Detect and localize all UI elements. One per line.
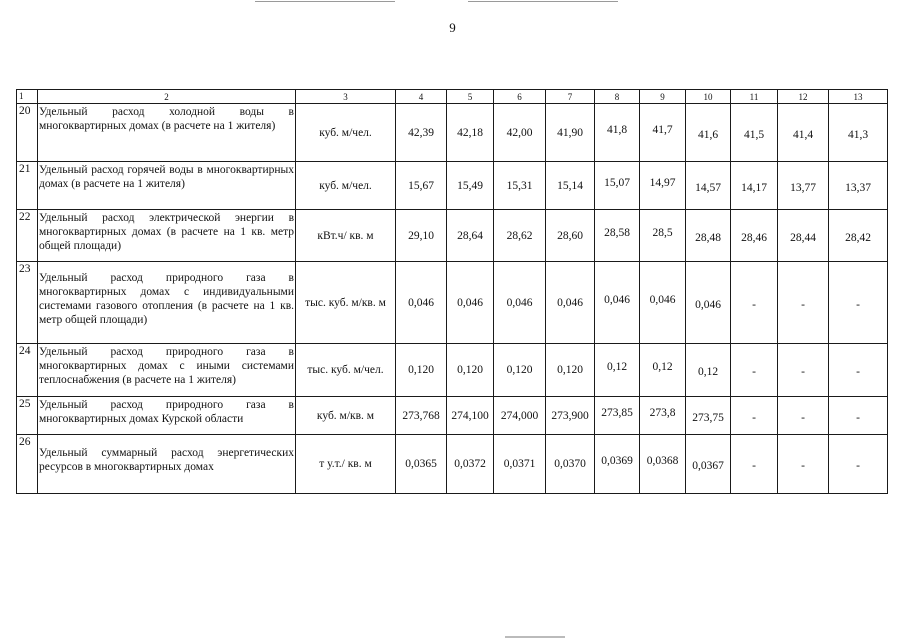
value-cell: 273,85 xyxy=(595,397,640,435)
value-cell: 41,4 xyxy=(778,104,829,162)
value-cell: 15,07 xyxy=(595,162,640,210)
unit-cell: куб. м/кв. м xyxy=(296,397,396,435)
header-cell: 3 xyxy=(296,90,396,104)
value-cell: 41,8 xyxy=(595,104,640,162)
value-cell: 29,10 xyxy=(396,210,447,262)
header-cell: 13 xyxy=(829,90,888,104)
value-cell: 28,46 xyxy=(731,210,778,262)
value-cell: 0,0367 xyxy=(686,435,731,494)
value-cell: 0,0370 xyxy=(546,435,595,494)
unit-cell: тыс. куб. м/кв. м xyxy=(296,262,396,344)
value-cell: 41,6 xyxy=(686,104,731,162)
value-cell: 15,67 xyxy=(396,162,447,210)
value-cell: 15,31 xyxy=(494,162,546,210)
value-cell: 42,00 xyxy=(494,104,546,162)
header-cell: 9 xyxy=(640,90,686,104)
value-cell: 28,64 xyxy=(447,210,494,262)
value-cell: 13,37 xyxy=(829,162,888,210)
value-cell: 28,62 xyxy=(494,210,546,262)
value-cell: 0,0371 xyxy=(494,435,546,494)
value-cell: 0,046 xyxy=(396,262,447,344)
value-cell: 0,046 xyxy=(640,262,686,344)
row-number: 25 xyxy=(17,397,38,435)
indicator-name: Удельный расход горячей воды в многоквартирных домах (в расчете на 1 жителя) xyxy=(38,162,296,210)
value-cell: 0,046 xyxy=(686,262,731,344)
row-number: 26 xyxy=(17,435,38,494)
value-cell: 0,046 xyxy=(595,262,640,344)
value-cell: - xyxy=(829,435,888,494)
value-cell: 0,120 xyxy=(447,344,494,397)
value-cell: - xyxy=(778,262,829,344)
value-cell: 28,5 xyxy=(640,210,686,262)
value-cell: 273,900 xyxy=(546,397,595,435)
value-cell: 0,12 xyxy=(595,344,640,397)
indicator-name: Удельный расход природного газа в многоквартирных домах с индивидуальными системами газового отопления (в расчете на 1 кв. метр общей площади) xyxy=(38,262,296,344)
value-cell: 274,100 xyxy=(447,397,494,435)
value-cell: 28,60 xyxy=(546,210,595,262)
table-row xyxy=(17,344,888,397)
table-row xyxy=(17,104,888,162)
value-cell: 0,120 xyxy=(494,344,546,397)
header-cell: 6 xyxy=(494,90,546,104)
table-row xyxy=(17,162,888,210)
value-cell: - xyxy=(778,397,829,435)
value-cell: 0,0365 xyxy=(396,435,447,494)
indicators-table xyxy=(16,89,888,494)
table-row xyxy=(17,435,888,494)
unit-cell: кВт.ч/ кв. м xyxy=(296,210,396,262)
value-cell: 28,44 xyxy=(778,210,829,262)
value-cell: 14,57 xyxy=(686,162,731,210)
value-cell: 41,5 xyxy=(731,104,778,162)
header-cell: 7 xyxy=(546,90,595,104)
value-cell: 14,97 xyxy=(640,162,686,210)
value-cell: 0,046 xyxy=(546,262,595,344)
table-row xyxy=(17,397,888,435)
value-cell: 42,39 xyxy=(396,104,447,162)
value-cell: 0,046 xyxy=(447,262,494,344)
value-cell: - xyxy=(731,262,778,344)
scan-artifact-bottom xyxy=(505,636,565,638)
value-cell: 41,3 xyxy=(829,104,888,162)
value-cell: - xyxy=(778,344,829,397)
value-cell: 28,48 xyxy=(686,210,731,262)
indicator-name: Удельный расход природного газа в многоквартирных домах с иными системами теплоснабжения (в расчете на 1 жителя) xyxy=(38,344,296,397)
value-cell: - xyxy=(731,435,778,494)
value-cell: - xyxy=(829,397,888,435)
value-cell: 273,8 xyxy=(640,397,686,435)
row-number: 21 xyxy=(17,162,38,210)
header-cell: 5 xyxy=(447,90,494,104)
unit-cell: куб. м/чел. xyxy=(296,104,396,162)
value-cell: 0,046 xyxy=(494,262,546,344)
unit-cell: тыс. куб. м/чел. xyxy=(296,344,396,397)
value-cell: 273,768 xyxy=(396,397,447,435)
scan-artifact-top xyxy=(255,1,395,2)
value-cell: 28,42 xyxy=(829,210,888,262)
value-cell: 0,12 xyxy=(640,344,686,397)
header-cell: 10 xyxy=(686,90,731,104)
value-cell: - xyxy=(829,262,888,344)
header-cell: 1 xyxy=(17,90,38,104)
value-cell: 42,18 xyxy=(447,104,494,162)
value-cell: 13,77 xyxy=(778,162,829,210)
table-header-row xyxy=(17,90,888,104)
value-cell: - xyxy=(778,435,829,494)
value-cell: - xyxy=(731,397,778,435)
header-cell: 11 xyxy=(731,90,778,104)
row-number: 20 xyxy=(17,104,38,162)
indicator-name: Удельный расход электрической энергии в многоквартирных домах (в расчете на 1 кв. метр общей площади) xyxy=(38,210,296,262)
value-cell: 274,000 xyxy=(494,397,546,435)
value-cell: 0,120 xyxy=(396,344,447,397)
header-cell: 4 xyxy=(396,90,447,104)
row-number: 24 xyxy=(17,344,38,397)
row-number: 22 xyxy=(17,210,38,262)
value-cell: 15,49 xyxy=(447,162,494,210)
value-cell: 0,0368 xyxy=(640,435,686,494)
value-cell: 28,58 xyxy=(595,210,640,262)
header-cell: 8 xyxy=(595,90,640,104)
value-cell: 0,120 xyxy=(546,344,595,397)
table-row xyxy=(17,262,888,344)
value-cell: 14,17 xyxy=(731,162,778,210)
indicator-name: Удельный расход холодной воды в многоквартирных домах (в расчете на 1 жителя) xyxy=(38,104,296,162)
indicator-name: Удельный расход природного газа в многоквартирных домах Курской области xyxy=(38,397,296,435)
value-cell: 0,0372 xyxy=(447,435,494,494)
value-cell: 41,7 xyxy=(640,104,686,162)
value-cell: 0,12 xyxy=(686,344,731,397)
value-cell: 273,75 xyxy=(686,397,731,435)
scan-artifact-top xyxy=(468,1,618,2)
header-cell: 12 xyxy=(778,90,829,104)
value-cell: 0,0369 xyxy=(595,435,640,494)
indicator-name: Удельный суммарный расход энергетических ресурсов в многоквартирных домах xyxy=(38,435,296,494)
row-number: 23 xyxy=(17,262,38,344)
value-cell: 15,14 xyxy=(546,162,595,210)
table-row xyxy=(17,210,888,262)
value-cell: - xyxy=(829,344,888,397)
page-number: 9 xyxy=(449,20,456,35)
value-cell: 41,90 xyxy=(546,104,595,162)
header-cell: 2 xyxy=(38,90,296,104)
unit-cell: куб. м/чел. xyxy=(296,162,396,210)
unit-cell: т у.т./ кв. м xyxy=(296,435,396,494)
value-cell: - xyxy=(731,344,778,397)
